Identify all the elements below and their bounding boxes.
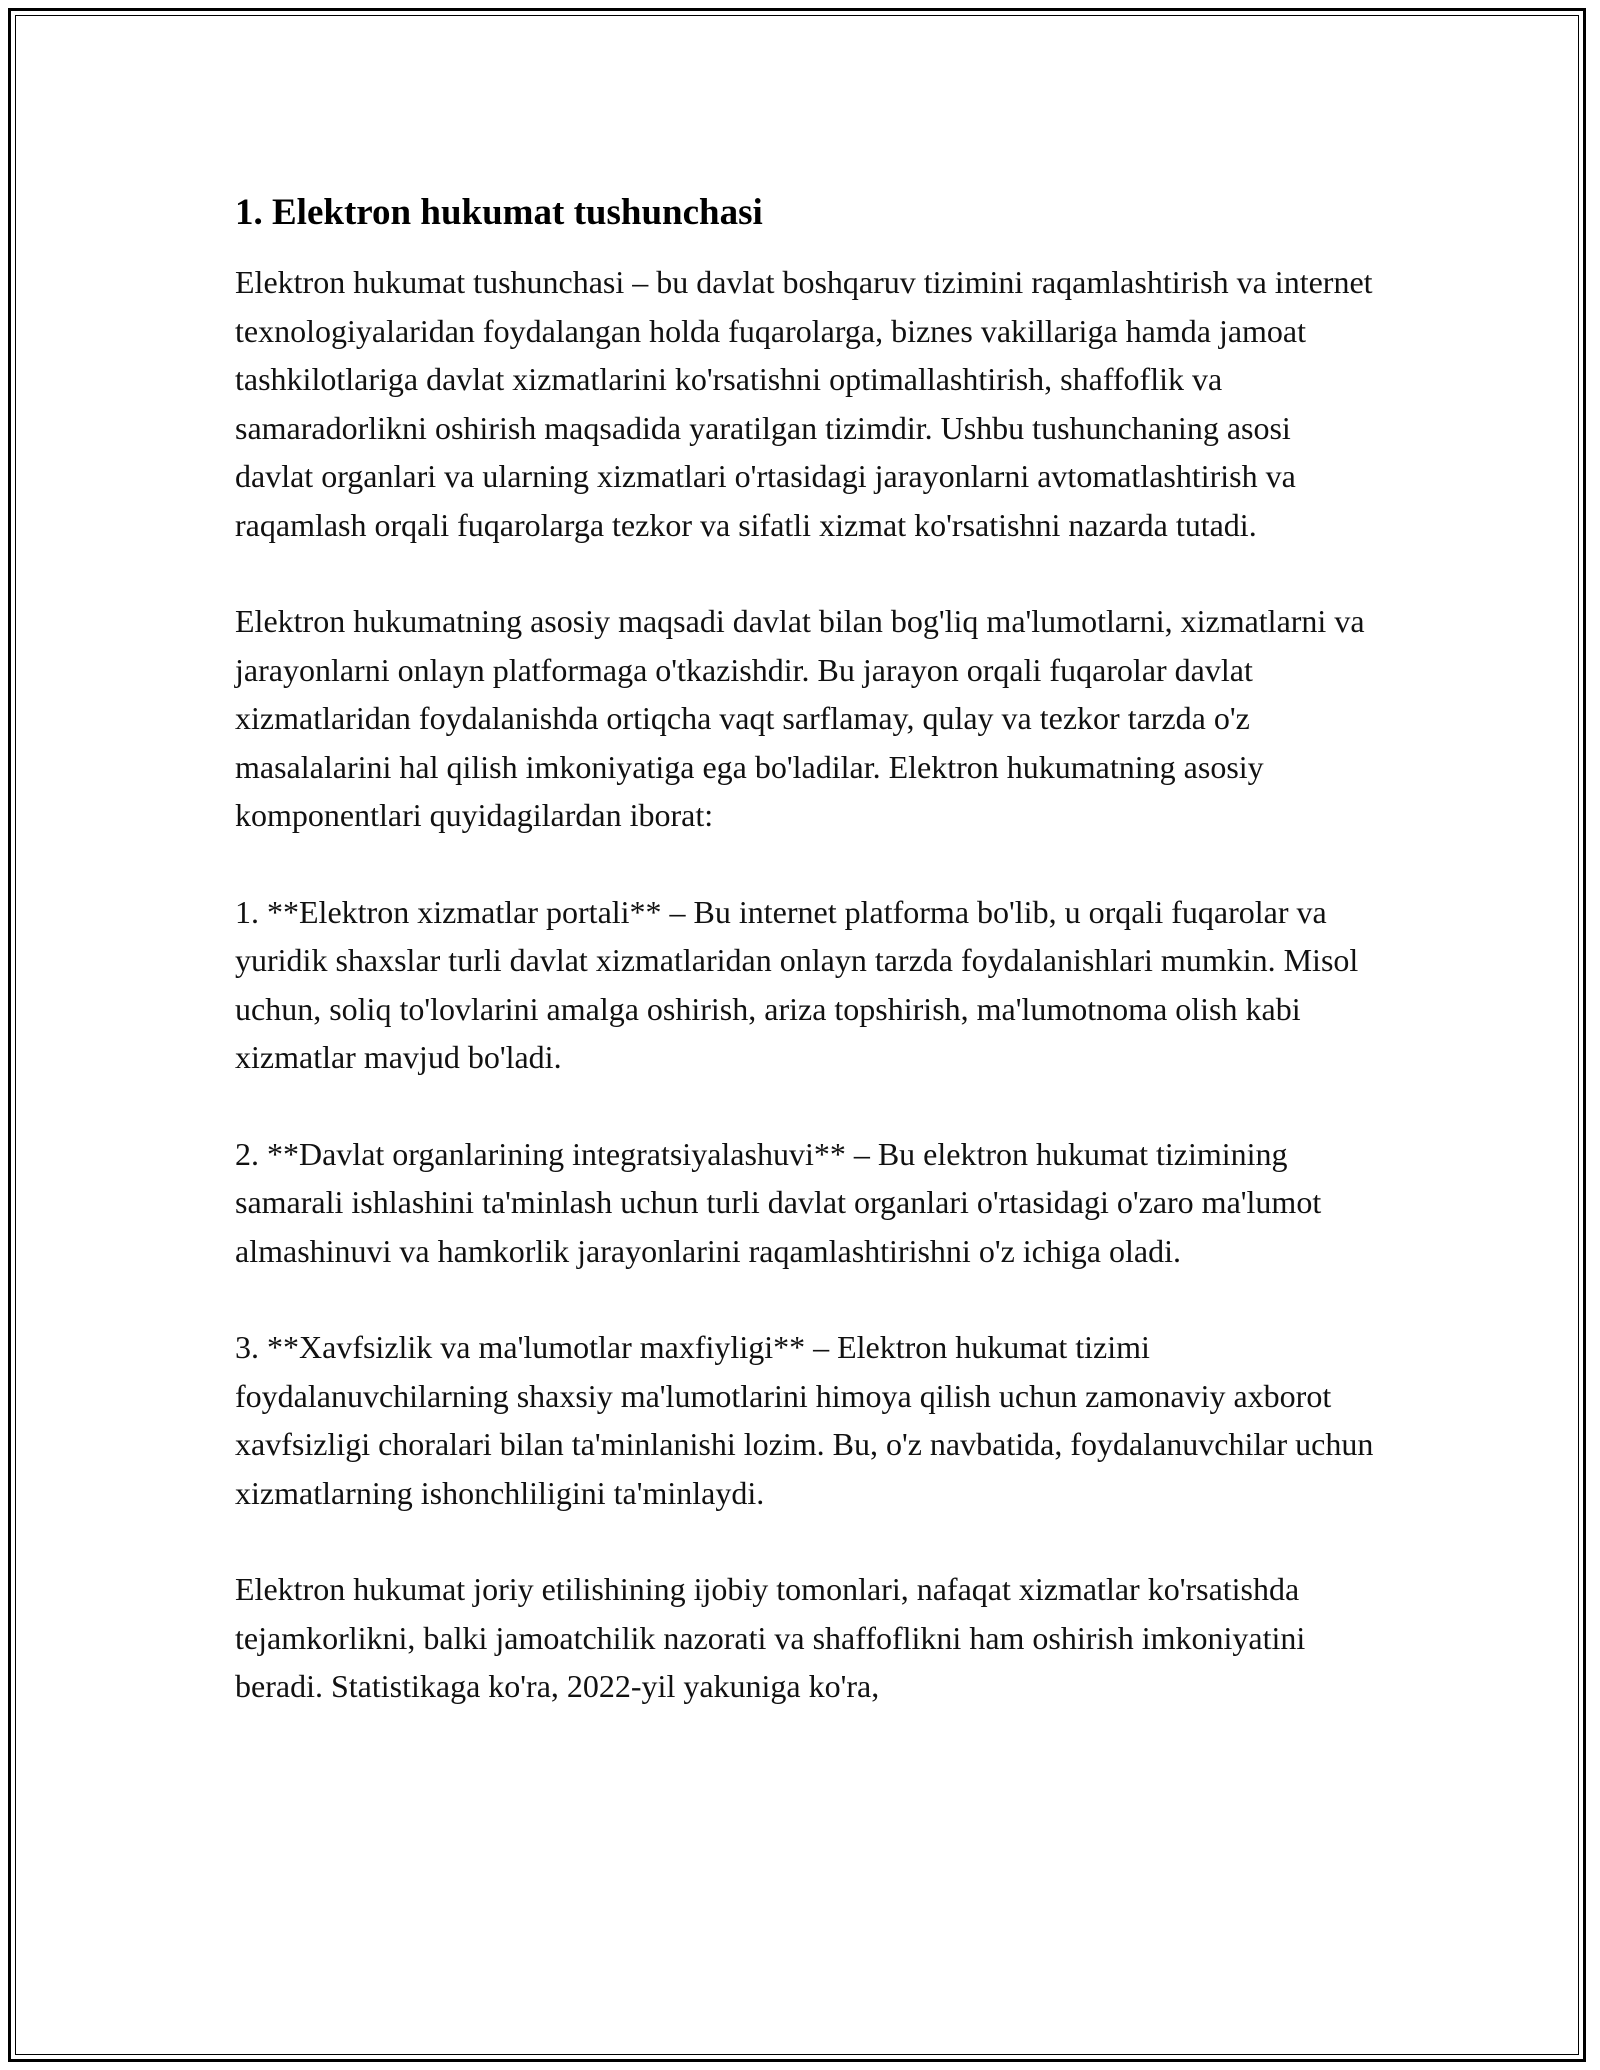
paragraph-main-goal: Elektron hukumatning asosiy maqsadi davlat bilan bog'liq ma'lumotlarni, xizmatlarni va jarayonlarni onlayn platformaga o'tkazishdir. Bu jarayon orqali fuqarolar davlat xizmatlaridan foydalanishda ortiqcha vaqt sarflamay, qulay va tezkor tarzda o'z masalalarini hal qilish imkoniyatiga ega bo'ladilar. Elektron hukumatning asosiy komponentlari quyidagilardan iborat: — [235, 603, 1365, 833]
list-item-integration: 2. **Davlat organlarining integratsiyalashuvi** – Bu elektron hukumat tizimining samarali ishlashini ta'minlash uchun turli davlat organlari o'rtasidagi o'zaro ma'lumot almashinuvi va hamkorlik jarayonlarini raqamlashtirishni o'z ichiga oladi. — [235, 1135, 1322, 1269]
list-item-security: 3. **Xavfsizlik va ma'lumotlar maxfiyligi** – Elektron hukumat tizimi foydalanuvchilarning shaxsiy ma'lumotlarini himoya qilish uchun zamonaviy axborot xavfsizligi choralari bilan ta'minlanishi lozim. Bu, o'z navbatida, foydalanuvchilar uchun xizmatlarning ishonchliligini ta'minlaydi. — [235, 1329, 1374, 1511]
paragraph-definition: Elektron hukumat tushunchasi – bu davlat boshqaruv tizimini raqamlashtirish va internet texnologiyalaridan foydalangan holda fuqarolarga, biznes vakillariga hamda jamoat tashkilotlariga davlat xizmatlarini ko'rsatishni optimallashtirish, shaffoflik va samaradorlikni oshirish maqsadida yaratilgan tizimdir. Ushbu tushunchaning asosi davlat organlari va ularning xizmatlari o'rtasidagi jarayonlarni avtomatlashtirish va raqamlash orqali fuqarolarga tezkor va sifatli xizmat ko'rsatishni nazarda tutadi. — [235, 264, 1373, 543]
section-heading: 1. Elektron hukumat tushunchasi — [235, 192, 763, 233]
document-body — [235, 188, 1375, 1759]
paragraph-benefits: Elektron hukumat joriy etilishining ijobiy tomonlari, nafaqat xizmatlar ko'rsatishda tejamkorlikni, balki jamoatchilik nazorati va shaffoflikni ham oshirish imkoniyatini beradi. Statistikaga ko'ra, 2022-yil yakuniga ko'ra, — [235, 1571, 1306, 1704]
list-item-services-portal: 1. **Elektron xizmatlar portali** – Bu internet platforma bo'lib, u orqali fuqarolar va yuridik shaxslar turli davlat xizmatlaridan onlayn tarzda foydalanishlari mumkin. Misol uchun, soliq to'lovlarini amalga oshirish, ariza topshirish, ma'lumotnoma olish kabi xizmatlar mavjud bo'ladi. — [235, 893, 1359, 1075]
